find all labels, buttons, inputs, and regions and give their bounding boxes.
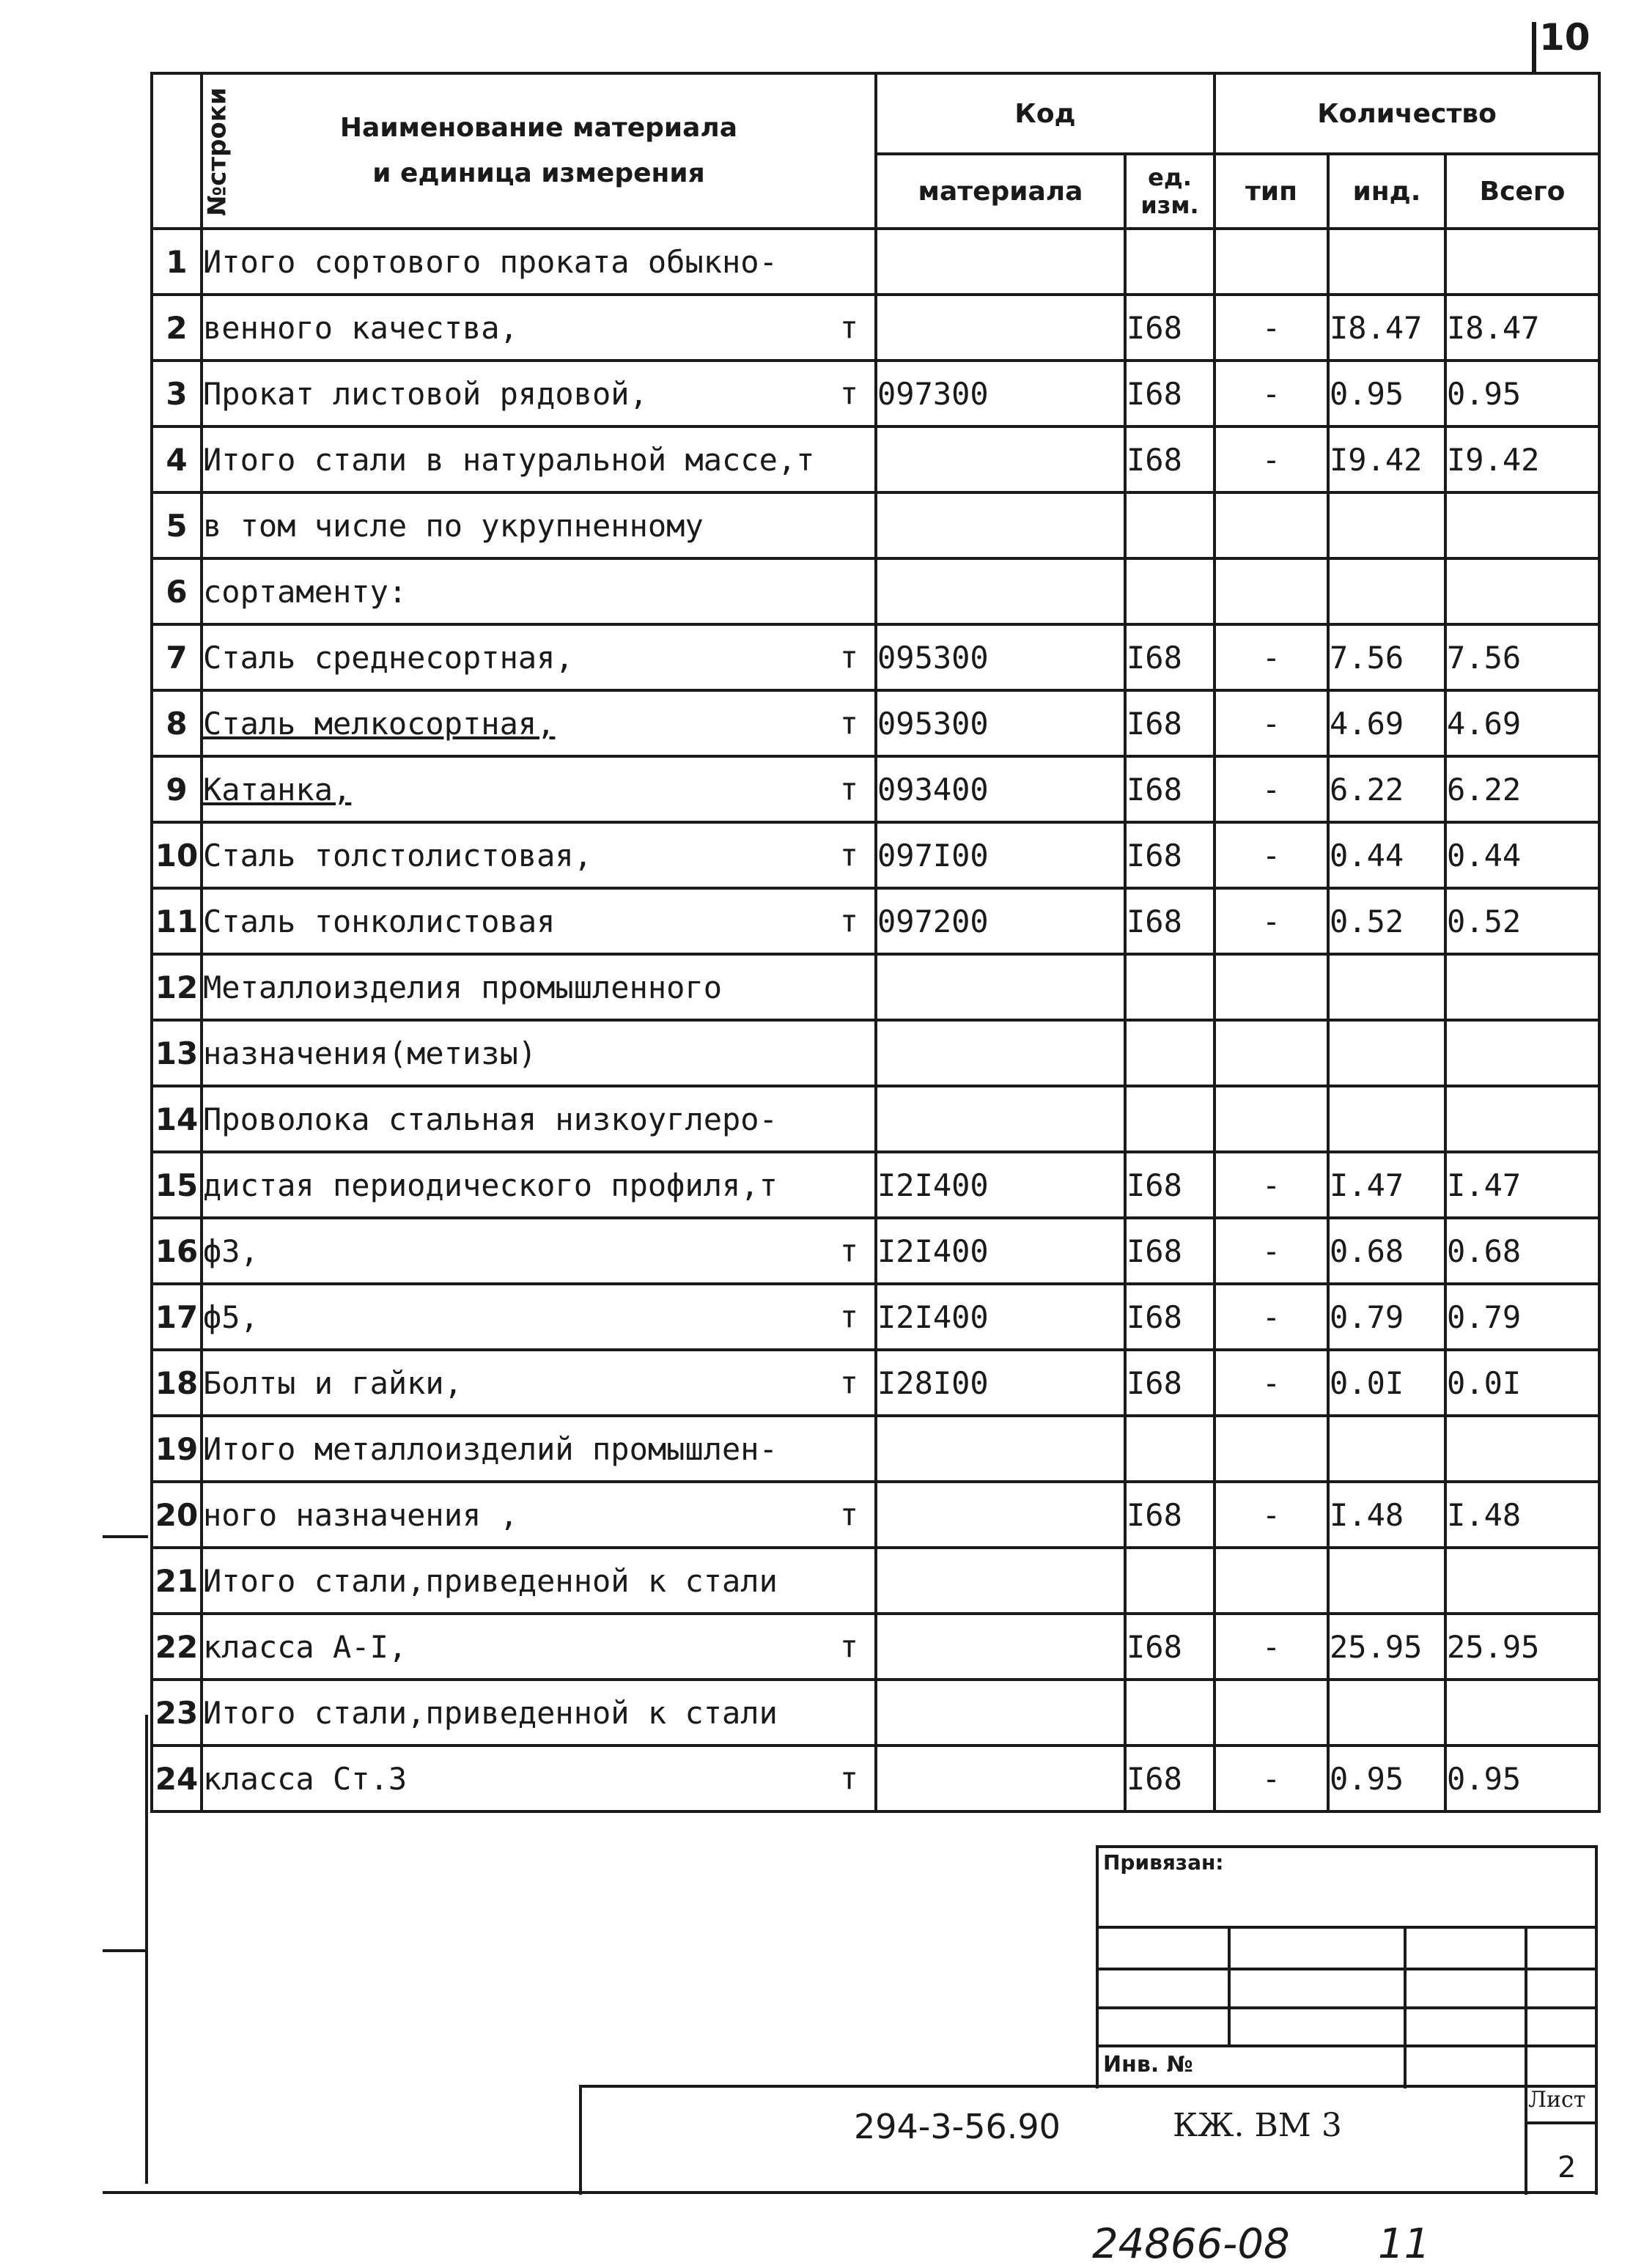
- material-code: I2I400: [876, 1218, 1125, 1284]
- table-row: [152, 1020, 1599, 1086]
- material-name: [202, 558, 876, 624]
- row-number: 18: [152, 1350, 202, 1416]
- unit-label: т: [839, 639, 858, 676]
- table-row: [152, 426, 1599, 492]
- unit-code: [1125, 558, 1214, 624]
- qty-type: -: [1214, 690, 1328, 756]
- table-row: [152, 1746, 1599, 1811]
- qty-total: [1445, 954, 1599, 1020]
- table-row: [152, 1152, 1599, 1218]
- material-name-text: Сталь среднесортная,: [203, 639, 574, 676]
- qty-individual: 0.52: [1328, 888, 1445, 954]
- row-number: 22: [152, 1614, 202, 1680]
- qty-total: 4.69: [1445, 690, 1599, 756]
- material-name-text: Прокат листовой рядовой,: [203, 375, 648, 412]
- unit-label: т: [839, 705, 858, 742]
- qty-individual: 0.95: [1328, 1746, 1445, 1811]
- unit-code: [1125, 229, 1214, 295]
- material-code: [876, 1086, 1125, 1152]
- table-row: [152, 690, 1599, 756]
- material-code: 097200: [876, 888, 1125, 954]
- qty-individual: [1328, 229, 1445, 295]
- qty-individual: 0.44: [1328, 822, 1445, 888]
- qty-type: -: [1214, 1350, 1328, 1416]
- qty-total: I.48: [1445, 1482, 1599, 1548]
- sheet-number: 2: [1558, 2151, 1577, 2184]
- table-row: [152, 1350, 1599, 1416]
- material-name: [202, 1020, 876, 1086]
- table-row: [152, 954, 1599, 1020]
- header-material-name: [202, 73, 876, 229]
- row-number: 16: [152, 1218, 202, 1284]
- table-row: [152, 1284, 1599, 1350]
- material-name-text: Металлоизделия промышленного: [203, 969, 723, 1005]
- material-code: [876, 558, 1125, 624]
- qty-type: [1214, 1548, 1328, 1614]
- qty-type: [1214, 954, 1328, 1020]
- material-name: [202, 624, 876, 690]
- qty-individual: I9.42: [1328, 426, 1445, 492]
- unit-code: I68: [1125, 361, 1214, 426]
- row-number: 4: [152, 426, 202, 492]
- qty-total: 0.68: [1445, 1218, 1599, 1284]
- qty-individual: 0.68: [1328, 1218, 1445, 1284]
- unit-label: т: [839, 1628, 858, 1665]
- qty-type: [1214, 1020, 1328, 1086]
- material-code: 097300: [876, 361, 1125, 426]
- material-name-text: Сталь тонколистовая: [203, 903, 556, 939]
- sheet-label: Лист: [1528, 2087, 1586, 2113]
- unit-code: I68: [1125, 624, 1214, 690]
- qty-type: -: [1214, 426, 1328, 492]
- qty-type: -: [1214, 624, 1328, 690]
- header-row-number: №строки: [152, 73, 202, 229]
- material-name-text: Сталь толстолистовая,: [203, 837, 593, 873]
- qty-individual: 25.95: [1328, 1614, 1445, 1680]
- unit-code: [1125, 1680, 1214, 1746]
- unit-label: т: [839, 771, 858, 808]
- header-name-line2: и единица измерения: [372, 158, 705, 188]
- material-code: I2I400: [876, 1284, 1125, 1350]
- unit-code: [1125, 1086, 1214, 1152]
- material-code: [876, 426, 1125, 492]
- unit-code: I68: [1125, 1482, 1214, 1548]
- unit-label: т: [839, 1299, 858, 1335]
- row-number: 6: [152, 558, 202, 624]
- stamp-grid-v3: [1525, 1926, 1527, 2088]
- stamp-grid-h2: [1096, 1968, 1598, 1970]
- row-number: 17: [152, 1284, 202, 1350]
- document-mark: КЖ. ВМ 3: [1173, 2107, 1342, 2144]
- material-name-text: Катанка,: [203, 771, 352, 808]
- table-row: [152, 1680, 1599, 1746]
- qty-total: [1445, 492, 1599, 558]
- qty-individual: 6.22: [1328, 756, 1445, 822]
- qty-type: [1214, 492, 1328, 558]
- header-quantity-group: Количество: [1214, 73, 1599, 154]
- row-number: 9: [152, 756, 202, 822]
- qty-total: [1445, 558, 1599, 624]
- unit-code: I68: [1125, 756, 1214, 822]
- material-name: [202, 822, 876, 888]
- material-name: [202, 1086, 876, 1152]
- material-name: [202, 1746, 876, 1811]
- unit-code: [1125, 1020, 1214, 1086]
- material-name: [202, 1152, 876, 1218]
- qty-individual: [1328, 1020, 1445, 1086]
- stamp-tied-left: [1096, 1845, 1099, 2088]
- qty-total: [1445, 229, 1599, 295]
- table-row: [152, 1548, 1599, 1614]
- material-code: 097I00: [876, 822, 1125, 888]
- unit-label: т: [839, 1233, 858, 1269]
- table-row: [152, 1482, 1599, 1548]
- material-code: [876, 1416, 1125, 1482]
- row-number: 10: [152, 822, 202, 888]
- stamp-main-left: [579, 2085, 582, 2195]
- qty-type: -: [1214, 822, 1328, 888]
- material-name: [202, 1614, 876, 1680]
- unit-code: [1125, 954, 1214, 1020]
- row-number: 20: [152, 1482, 202, 1548]
- material-name: [202, 1350, 876, 1416]
- material-name: [202, 1680, 876, 1746]
- qty-total: [1445, 1416, 1599, 1482]
- qty-type: -: [1214, 1218, 1328, 1284]
- unit-code: I68: [1125, 1152, 1214, 1218]
- material-code: 095300: [876, 690, 1125, 756]
- material-name-text: Итого стали в натуральной массе,т: [203, 441, 815, 478]
- table-body: [152, 229, 1599, 1811]
- margin-tick-1: [103, 1535, 148, 1538]
- material-name: [202, 888, 876, 954]
- qty-total: 0.52: [1445, 888, 1599, 954]
- qty-type: [1214, 1416, 1328, 1482]
- qty-type: -: [1214, 1284, 1328, 1350]
- header-name-line1: Наименование материала: [339, 113, 738, 143]
- qty-type: [1214, 558, 1328, 624]
- material-code: [876, 229, 1125, 295]
- material-name-text: сортаменту:: [203, 573, 408, 610]
- unit-code: I68: [1125, 822, 1214, 888]
- qty-type: -: [1214, 756, 1328, 822]
- material-code: I2I400: [876, 1152, 1125, 1218]
- qty-type: -: [1214, 295, 1328, 361]
- qty-individual: I.48: [1328, 1482, 1445, 1548]
- material-name-text: ф5,: [203, 1299, 259, 1335]
- table-row: [152, 888, 1599, 954]
- table-row: [152, 558, 1599, 624]
- page-bottom-line: [103, 2191, 1598, 2194]
- qty-individual: 7.56: [1328, 624, 1445, 690]
- material-name: [202, 492, 876, 558]
- qty-individual: [1328, 1548, 1445, 1614]
- material-name-text: Итого стали,приведенной к стали: [203, 1562, 778, 1599]
- unit-code: I68: [1125, 295, 1214, 361]
- qty-individual: 0.0I: [1328, 1350, 1445, 1416]
- material-code: [876, 1020, 1125, 1086]
- stamp-grid-h4: [1096, 2044, 1598, 2047]
- table-row: [152, 822, 1599, 888]
- unit-code: I68: [1125, 1284, 1214, 1350]
- material-name-text: ного назначения ,: [203, 1496, 518, 1533]
- material-name-text: Болты и гайки,: [203, 1364, 463, 1401]
- material-name-text: венного качества,: [203, 309, 518, 346]
- row-number: 11: [152, 888, 202, 954]
- qty-individual: [1328, 492, 1445, 558]
- qty-total: 25.95: [1445, 1614, 1599, 1680]
- material-name: [202, 1218, 876, 1284]
- qty-individual: 0.95: [1328, 361, 1445, 426]
- stamp-sheet-left: [1525, 2085, 1527, 2195]
- material-code: [876, 1548, 1125, 1614]
- row-number: 12: [152, 954, 202, 1020]
- material-name-text: ф3,: [203, 1233, 259, 1269]
- header-qty-type: тип: [1214, 154, 1328, 229]
- row-number: 7: [152, 624, 202, 690]
- page-number-bar: [1532, 22, 1536, 73]
- material-name-text: Сталь мелкосортная,: [203, 705, 556, 742]
- qty-total: 0.44: [1445, 822, 1599, 888]
- row-number: 23: [152, 1680, 202, 1746]
- qty-individual: [1328, 558, 1445, 624]
- unit-code: I68: [1125, 426, 1214, 492]
- qty-individual: I.47: [1328, 1152, 1445, 1218]
- tied-label: Привязан:: [1103, 1850, 1224, 1874]
- unit-code: I68: [1125, 1746, 1214, 1811]
- qty-total: I8.47: [1445, 295, 1599, 361]
- table-row: [152, 361, 1599, 426]
- row-number: 2: [152, 295, 202, 361]
- table-row: [152, 756, 1599, 822]
- table-row: [152, 624, 1599, 690]
- unit-label: т: [839, 309, 858, 346]
- table-row: [152, 1218, 1599, 1284]
- unit-code: [1125, 492, 1214, 558]
- stamp-tied-top: [1096, 1845, 1598, 1848]
- material-name: [202, 954, 876, 1020]
- unit-label: т: [839, 837, 858, 873]
- material-code: [876, 1680, 1125, 1746]
- material-code: [876, 954, 1125, 1020]
- qty-total: I9.42: [1445, 426, 1599, 492]
- material-code: [876, 295, 1125, 361]
- qty-type: -: [1214, 361, 1328, 426]
- unit-code: [1125, 1416, 1214, 1482]
- stamp-grid-v2: [1404, 1926, 1407, 2088]
- material-name-text: Итого сортового проката обыкно-: [203, 243, 778, 280]
- qty-individual: 4.69: [1328, 690, 1445, 756]
- unit-code: I68: [1125, 690, 1214, 756]
- material-name-text: в том числе по укрупненному: [203, 507, 704, 544]
- qty-total: 0.79: [1445, 1284, 1599, 1350]
- row-number: 13: [152, 1020, 202, 1086]
- unit-code: I68: [1125, 1218, 1214, 1284]
- header-code-group: Код: [876, 73, 1214, 154]
- material-name-text: класса Ст.3: [203, 1760, 408, 1797]
- qty-total: 7.56: [1445, 624, 1599, 690]
- material-code: 093400: [876, 756, 1125, 822]
- qty-total: 0.0I: [1445, 1350, 1599, 1416]
- stamp-grid-h3: [1096, 2006, 1598, 2009]
- unit-label: т: [839, 1760, 858, 1797]
- header-qty-individual: инд.: [1328, 154, 1445, 229]
- material-spec-table: [150, 72, 1601, 1813]
- qty-total: 0.95: [1445, 1746, 1599, 1811]
- table-row: [152, 1416, 1599, 1482]
- material-name-text: дистая периодического профиля,т: [203, 1167, 778, 1203]
- qty-total: I.47: [1445, 1152, 1599, 1218]
- qty-type: -: [1214, 1152, 1328, 1218]
- material-code: [876, 492, 1125, 558]
- material-code: [876, 1482, 1125, 1548]
- header-qty-total: Всего: [1445, 154, 1599, 229]
- stamp-right-edge: [1595, 1845, 1598, 2195]
- material-name: [202, 426, 876, 492]
- unit-label: т: [839, 1364, 858, 1401]
- unit-label: т: [839, 375, 858, 412]
- document-code: 294-3-56.90: [854, 2107, 1061, 2146]
- unit-label: т: [839, 1496, 858, 1533]
- qty-total: [1445, 1548, 1599, 1614]
- qty-type: -: [1214, 1482, 1328, 1548]
- archive-sheet: 11: [1378, 2220, 1431, 2268]
- inventory-label: Инв. №: [1103, 2052, 1193, 2077]
- qty-type: -: [1214, 888, 1328, 954]
- stamp-grid-h1: [1096, 1926, 1598, 1929]
- stamp-grid-v1: [1228, 1926, 1231, 2047]
- material-name: [202, 1482, 876, 1548]
- material-name-text: Проволока стальная низкоуглеро-: [203, 1101, 778, 1137]
- material-name: [202, 295, 876, 361]
- table-row: [152, 492, 1599, 558]
- material-name-text: Итого стали,приведенной к стали: [203, 1694, 778, 1731]
- qty-total: 6.22: [1445, 756, 1599, 822]
- material-name: [202, 229, 876, 295]
- header-code-material: материала: [876, 154, 1125, 229]
- qty-individual: [1328, 1680, 1445, 1746]
- unit-code: [1125, 1548, 1214, 1614]
- page-number: 10: [1539, 16, 1590, 59]
- qty-total: [1445, 1680, 1599, 1746]
- qty-individual: I8.47: [1328, 295, 1445, 361]
- row-number: 19: [152, 1416, 202, 1482]
- unit-code: I68: [1125, 1614, 1214, 1680]
- material-name: [202, 361, 876, 426]
- table-row: [152, 295, 1599, 361]
- material-name-text: Итого металлоизделий промышлен-: [203, 1430, 778, 1467]
- table-row: [152, 1614, 1599, 1680]
- stamp-sheet-divider: [1525, 2121, 1598, 2124]
- material-code: [876, 1614, 1125, 1680]
- material-name-text: назначения(метизы): [203, 1035, 537, 1071]
- qty-individual: 0.79: [1328, 1284, 1445, 1350]
- material-name: [202, 756, 876, 822]
- qty-type: [1214, 1680, 1328, 1746]
- qty-type: [1214, 229, 1328, 295]
- header-code-unit: ед. изм.: [1125, 154, 1214, 229]
- qty-individual: [1328, 1086, 1445, 1152]
- row-number: 15: [152, 1152, 202, 1218]
- row-number: 3: [152, 361, 202, 426]
- qty-type: -: [1214, 1746, 1328, 1811]
- row-number: 14: [152, 1086, 202, 1152]
- material-name: [202, 1416, 876, 1482]
- qty-individual: [1328, 954, 1445, 1020]
- material-name: [202, 1548, 876, 1614]
- material-code: I28I00: [876, 1350, 1125, 1416]
- stamp-main-top: [579, 2085, 1598, 2088]
- unit-code: I68: [1125, 888, 1214, 954]
- row-number: 5: [152, 492, 202, 558]
- unit-label: т: [839, 903, 858, 939]
- material-code: [876, 1746, 1125, 1811]
- qty-type: -: [1214, 1614, 1328, 1680]
- material-name: [202, 1284, 876, 1350]
- qty-total: [1445, 1086, 1599, 1152]
- material-name-text: класса А-I,: [203, 1628, 408, 1665]
- unit-code: I68: [1125, 1350, 1214, 1416]
- qty-total: [1445, 1020, 1599, 1086]
- row-number: 1: [152, 229, 202, 295]
- table-row: [152, 1086, 1599, 1152]
- material-name: [202, 690, 876, 756]
- qty-individual: [1328, 1416, 1445, 1482]
- qty-type: [1214, 1086, 1328, 1152]
- margin-tick-2: [103, 1949, 148, 1952]
- archive-number: 24866-08: [1092, 2220, 1290, 2268]
- table-row: [152, 229, 1599, 295]
- row-number: 21: [152, 1548, 202, 1614]
- qty-total: 0.95: [1445, 361, 1599, 426]
- row-number: 8: [152, 690, 202, 756]
- row-number: 24: [152, 1746, 202, 1811]
- material-code: 095300: [876, 624, 1125, 690]
